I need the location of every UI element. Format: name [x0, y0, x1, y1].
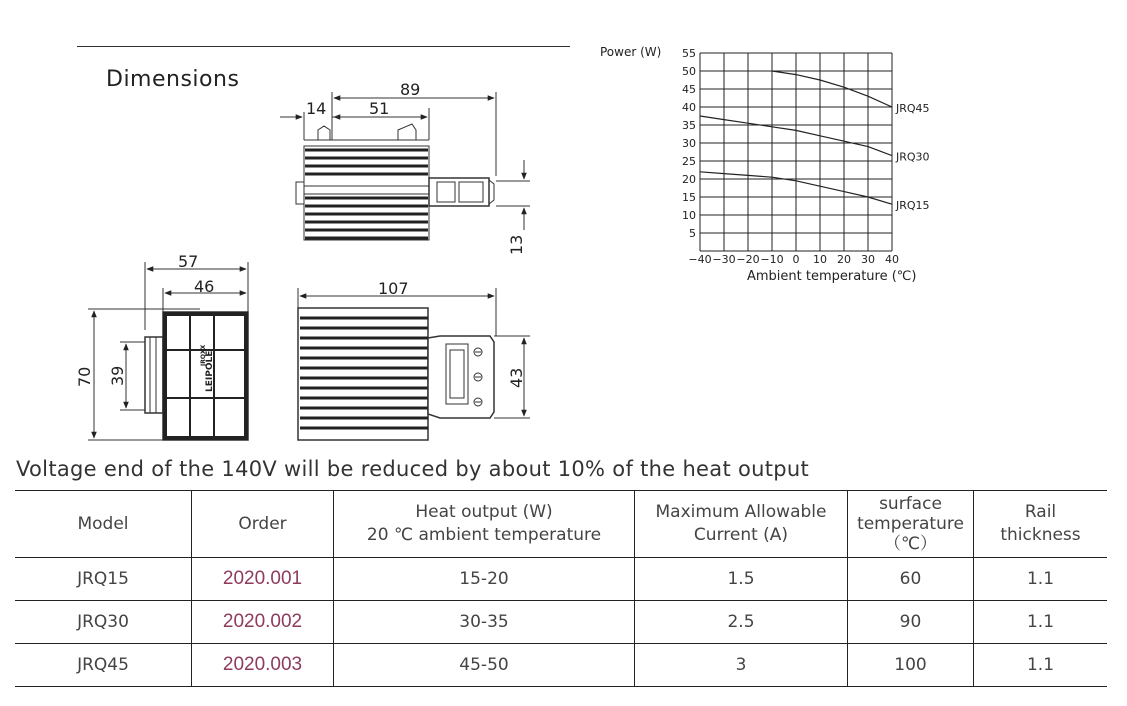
table-header-row: [15, 491, 1107, 558]
cell-model: JRQ30: [15, 601, 192, 644]
chart-grid: [700, 53, 892, 251]
header-heat-line1: Heat output (W): [415, 502, 553, 522]
dim-70-label: 70: [75, 366, 94, 387]
y-tick-label: 5: [689, 227, 696, 240]
header-max-current: [635, 491, 848, 558]
header-heat-output: [334, 491, 635, 558]
cell-current: 1.5: [635, 558, 848, 601]
y-tick-label: 45: [682, 83, 696, 96]
table-row: [15, 644, 1107, 687]
y-tick-label: 35: [682, 119, 696, 132]
x-tick-label: 40: [885, 253, 899, 266]
header-rail-thickness: [974, 491, 1108, 558]
brand-mark: LEIPOLE: [205, 350, 215, 392]
voltage-note: Voltage end of the 140V will be reduced by about 10% of the heat output: [16, 457, 810, 481]
dim-57-label: 57: [178, 252, 199, 271]
cell-order: 2020.002: [192, 601, 334, 644]
dim-13-label: 13: [507, 234, 526, 255]
model-mark: JRQXX: [200, 344, 207, 366]
y-tick-label: 15: [682, 191, 696, 204]
y-tick-label: 30: [682, 137, 696, 150]
table-row: [15, 601, 1107, 644]
cell-current: 2.5: [635, 601, 848, 644]
cell-surface: 90: [848, 601, 974, 644]
cell-heat: 30-35: [334, 601, 635, 644]
dim-46-label: 46: [194, 277, 215, 296]
x-tick-label: −10: [760, 253, 784, 266]
dim-14-label: 14: [306, 99, 327, 118]
cell-surface: 100: [848, 644, 974, 687]
x-tick-label: 30: [861, 253, 875, 266]
header-model: Model: [15, 491, 192, 558]
x-tick-label: −20: [736, 253, 760, 266]
cell-surface: 60: [848, 558, 974, 601]
cell-heat: 15-20: [334, 558, 635, 601]
cell-order: 2020.001: [192, 558, 334, 601]
cell-model: JRQ45: [15, 644, 192, 687]
cell-rail: 1.1: [974, 644, 1108, 687]
dim-107-label: 107: [378, 279, 409, 298]
series-label-jrq15: JRQ15: [896, 199, 930, 213]
y-tick-label: 40: [682, 101, 696, 114]
header-current-line1: Maximum Allowable: [655, 502, 827, 522]
dim-89-label: 89: [400, 80, 421, 99]
y-tick-label: 55: [682, 47, 696, 60]
front-view-drawing: [298, 288, 530, 440]
header-surface-line1: surface: [879, 494, 942, 514]
header-surface-temp: [848, 491, 974, 558]
x-tick-label: −40: [688, 253, 712, 266]
y-tick-labels: [682, 47, 696, 240]
x-tick-label: 20: [837, 253, 851, 266]
x-tick-label: 10: [813, 253, 827, 266]
header-heat-line2: 20 ℃ ambient temperature: [366, 525, 602, 545]
header-rail-line2: thickness: [1000, 525, 1081, 545]
cell-order: 2020.003: [192, 644, 334, 687]
x-tick-label: −30: [712, 253, 736, 266]
chart-ylabel: Power (W): [600, 45, 662, 59]
dim-51-label: 51: [369, 99, 390, 118]
power-temperature-chart: [575, 38, 965, 288]
dim-39-label: 39: [108, 365, 127, 386]
y-tick-label: 50: [682, 65, 696, 78]
cell-model: JRQ15: [15, 558, 192, 601]
dimensions-title: Dimensions: [106, 67, 240, 92]
cell-heat: 45-50: [334, 644, 635, 687]
y-tick-label: 20: [682, 173, 696, 186]
cell-rail: 1.1: [974, 558, 1108, 601]
x-tick-label: 0: [792, 253, 800, 266]
y-tick-label: 10: [682, 209, 696, 222]
table-row: [15, 558, 1107, 601]
header-current-line2: Current (A): [693, 525, 789, 545]
header-surface-line3: （℃）: [883, 534, 938, 554]
dim-43-label: 43: [507, 367, 526, 388]
dimension-drawings: [0, 0, 560, 460]
chart-xlabel: Ambient temperature (℃): [747, 269, 917, 284]
series-label-jrq30: JRQ30: [896, 150, 930, 164]
spec-table: [15, 490, 1107, 687]
header-order: Order: [192, 491, 334, 558]
cell-current: 3: [635, 644, 848, 687]
header-surface-line2: temperature: [857, 514, 964, 534]
series-label-jrq45: JRQ45: [896, 102, 930, 115]
header-rail-line1: Rail: [1024, 502, 1057, 522]
x-tick-labels: [688, 253, 899, 266]
series-labels: [895, 102, 930, 212]
cell-rail: 1.1: [974, 601, 1108, 644]
y-tick-label: 25: [682, 155, 696, 168]
end-view-drawing: [88, 262, 248, 440]
